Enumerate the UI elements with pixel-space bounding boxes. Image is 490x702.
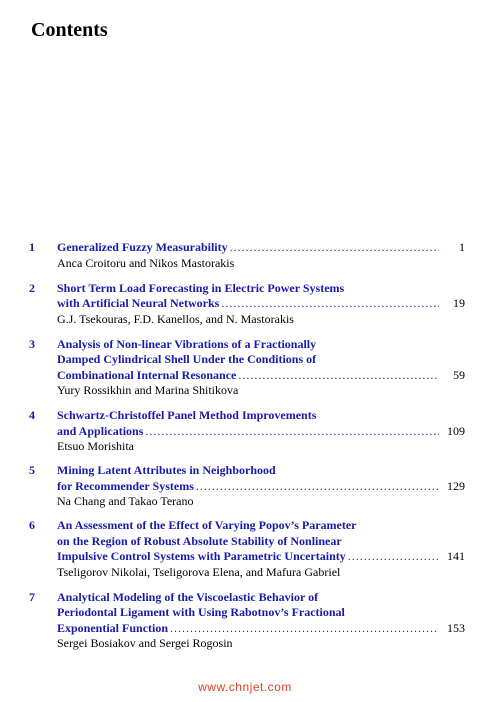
chapter-title-text: Periodontal Ligament with Using Rabotnov’s Fractional: [57, 605, 345, 620]
chapter-title-text: Analytical Modeling of the Viscoelastic Behavior of: [57, 589, 319, 604]
chapter-title-text: Schwartz-Christoffel Panel Method Improvements: [57, 408, 317, 422]
page-number: 129: [447, 478, 465, 493]
dot-leader: [238, 368, 439, 384]
chapter-title-line[interactable]: [57, 352, 465, 368]
chapter-title-text: Generalized Fuzzy Measurability: [57, 240, 228, 254]
chapter-title-text: for Recommender Systems: [57, 478, 194, 493]
chapter-authors: Etsuo Morishita: [57, 439, 134, 454]
chapter-title-line[interactable]: [57, 518, 465, 534]
chapter-title-line[interactable]: [57, 621, 465, 637]
chapter-title-line[interactable]: [57, 240, 465, 256]
chapter-number: 5: [29, 463, 35, 477]
chapter-title-line[interactable]: [57, 605, 465, 621]
page-number: 59: [453, 367, 465, 382]
chapter-title-text: Impulsive Control Systems with Parametric Uncertainty: [57, 549, 346, 564]
chapter-title-line[interactable]: [57, 337, 465, 353]
chapter-number: 6: [29, 518, 35, 532]
chapter-title-text: and Applications: [57, 423, 144, 438]
chapter-authors: Na Chang and Takao Terano: [57, 494, 194, 509]
chapter-authors: G.J. Tsekouras, F.D. Kanellos, and N. Mastorakis: [57, 311, 294, 326]
chapter-authors: Tseligorov Nikolai, Tseligorova Elena, and Mafura Gabriel: [57, 564, 341, 579]
toc-entry[interactable]: [29, 336, 465, 398]
chapter-title-text: Combinational Internal Resonance: [57, 367, 237, 382]
chapter-number: 1: [29, 240, 35, 254]
chapter-title-line[interactable]: [57, 368, 465, 384]
dot-leader: [348, 549, 439, 565]
chapter-number: 7: [29, 589, 35, 604]
chapter-title-text: with Artificial Neural Networks: [57, 296, 220, 311]
chapter-authors: Sergei Bosiakov and Sergei Rogosin: [57, 636, 233, 651]
page-number: 109: [447, 423, 465, 438]
chapter-title-text: An Assessment of the Effect of Varying Popov’s Parameter: [57, 518, 357, 532]
chapter-title-line[interactable]: [57, 534, 465, 550]
toc-entry[interactable]: [29, 589, 465, 651]
chapter-number: 2: [29, 280, 35, 295]
dot-leader: [221, 296, 439, 312]
chapter-title-line[interactable]: [57, 479, 465, 495]
toc-entry[interactable]: [29, 518, 465, 579]
chapter-title-text: Analysis of Non-linear Vibrations of a Fractionally: [57, 336, 317, 351]
chapter-title-line[interactable]: [57, 281, 465, 297]
toc-entry[interactable]: [29, 281, 465, 336]
chapter-title-text: Damped Cylindrical Shell Under the Conditions of: [57, 352, 317, 367]
chapter-authors: Yury Rossikhin and Marina Shitikova: [57, 383, 239, 398]
dot-leader: [145, 424, 439, 440]
dot-leader: [196, 479, 439, 495]
page-number: 141: [447, 549, 465, 564]
chapter-title-text: Short Term Load Forecasting in Electric Power Systems: [57, 280, 345, 295]
chapter-number: 4: [29, 408, 35, 422]
chapter-title-line[interactable]: [57, 463, 465, 479]
page-number: 153: [447, 620, 465, 635]
page-number: 19: [453, 296, 465, 311]
chapter-title-line[interactable]: [57, 590, 465, 606]
chapter-title-text: Exponential Function: [57, 620, 169, 635]
chapter-number: 3: [29, 336, 35, 351]
chapter-title-line[interactable]: [57, 549, 465, 565]
toc-entry[interactable]: [29, 408, 465, 463]
chapter-title-text: on the Region of Robust Absolute Stability of Nonlinear: [57, 533, 342, 548]
chapter-title-line[interactable]: [57, 424, 465, 440]
chapter-title-line[interactable]: [57, 296, 465, 312]
footer-watermark: www.chnjet.com: [198, 680, 292, 694]
page-title: Contents: [31, 19, 108, 41]
chapter-title-line[interactable]: [57, 408, 465, 424]
toc-entry[interactable]: [29, 463, 465, 518]
dot-leader: [230, 240, 439, 256]
chapter-title-text: Mining Latent Attributes in Neighborhood: [57, 463, 276, 477]
dot-leader: [170, 621, 439, 637]
page-number: 1: [459, 240, 465, 254]
chapter-authors: Anca Croitoru and Nikos Mastorakis: [57, 255, 235, 270]
